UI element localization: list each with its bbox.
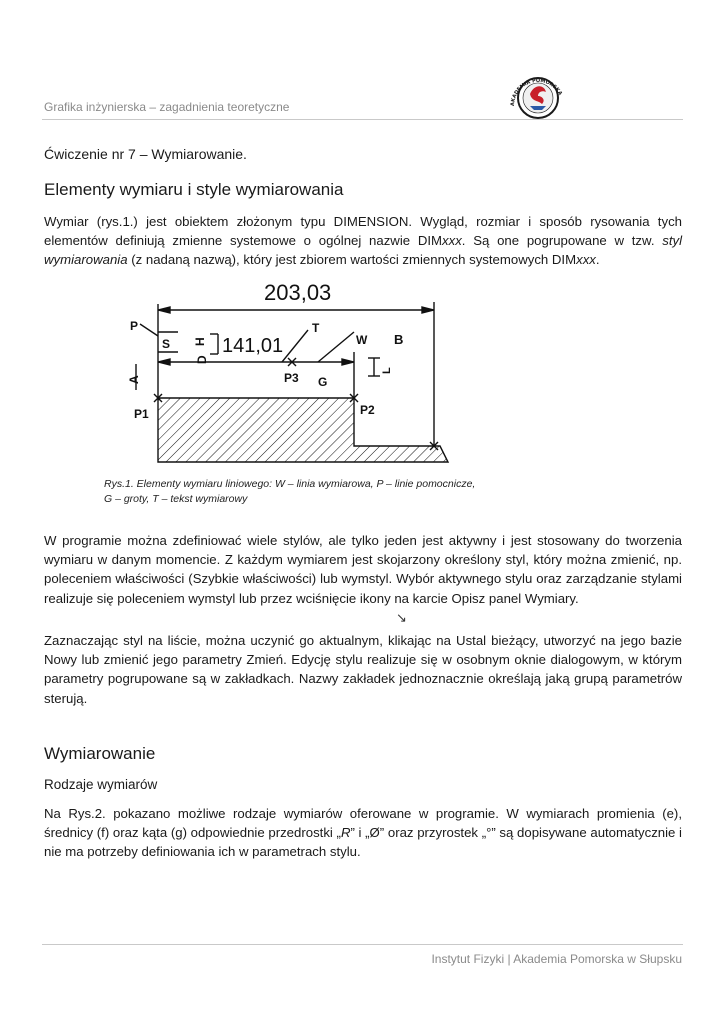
label-b: B — [394, 332, 404, 347]
label-a: A — [127, 375, 141, 384]
header-title: Grafika inżynierska – zagadnienia teoretyczne — [44, 100, 290, 114]
footer-text: Instytut Fizyki | Akademia Pomorska w Słupsku — [431, 952, 682, 966]
dimension-figure — [118, 272, 458, 472]
label-h: H — [193, 337, 207, 346]
section2-heading: Wymiarowanie — [44, 744, 156, 763]
label-l: L — [381, 367, 393, 374]
label-w: W — [356, 333, 368, 347]
hatched-part — [158, 398, 448, 462]
intro-paragraph: Wymiar (rys.1.) jest obiektem złożonym typu DIMENSION. Wygląd, rozmiar i sposób rysowania tych elementów definiują zmienne systemowe o ogólnej nazwie DIMxxx. Są one pogrupowane w tzw. styl wymiarowania (z nadaną nazwą), który jest zbiorem wartości zmiennych systemowych DIMxxx. — [44, 214, 683, 268]
style-actions-paragraph: Zaznaczając styl na liście, można uczynić go aktualnym, klikając na Ustal bieżący, utworzyć na jego bazie Nowy lub zmienić jego parametry Zmień. Edycję stylu realizuje się w osobnym oknie dialogowym, w którym parametry pogrupowane są w zakładkach. Nazwy zakładek jednoznacznie określają jaką grupą parametrów sterują. — [44, 633, 682, 706]
exercise-title: Ćwiczenie nr 7 – Wymiarowanie. — [44, 146, 247, 162]
footer-divider — [42, 944, 683, 945]
section-heading: Elementy wymiaru i style wymiarowania — [44, 180, 344, 199]
label-p2: P2 — [360, 403, 375, 417]
label-p1: P1 — [134, 407, 149, 421]
label-p3: P3 — [284, 371, 299, 385]
figure-caption: Rys.1. Elementy wymiaru liniowego: W – linia wymiarowa, P – linie pomocnicze, G – groty, T – tekst wymiarowy — [104, 478, 476, 505]
header-divider — [42, 119, 683, 120]
styles-paragraph: W programie można zdefiniować wiele stylów, ale tylko jeden jest aktywny i jest stosowany do tworzenia wymiaru w danym momencie. Z każdym wymiarem jest skojarzony określony styl, który można zmienić, np. poleceniem właściwości (Szybkie właściwości) lub wymstyl. Wybór aktywnego stylu oraz zarządzanie stylami realizuje się poleceniem wymstyl lub przez wciśnięcie ikony na karcie Opisz panel Wymiary. — [44, 533, 682, 606]
label-g: G — [318, 375, 328, 389]
university-logo — [502, 70, 572, 120]
svg-text:AKADEMIA POMORSKA: AKADEMIA POMORSKA — [509, 77, 564, 107]
label-t: T — [312, 321, 320, 335]
dimension-text: 141,01 — [222, 335, 284, 357]
total-dimension-text: 203,03 — [264, 280, 332, 305]
label-s: S — [162, 337, 171, 351]
section2-subheading: Rodzaje wymiarów — [44, 777, 158, 792]
label-p: P — [130, 319, 139, 333]
label-d: D — [195, 355, 209, 364]
dimension-types-paragraph: Na Rys.2. pokazano możliwe rodzaje wymiarów oferowane w programie. W wymiarach promienia (e), średnicy (f) oraz kąta (g) odpowiednie przedrostki „R” i „Ø” oraz przyrostek „°” są dopisywane automatycznie i nie ma potrzeby definiowania ich w parametrach stylu. — [44, 806, 682, 860]
dimension-style-icon: ↘ — [396, 610, 407, 625]
